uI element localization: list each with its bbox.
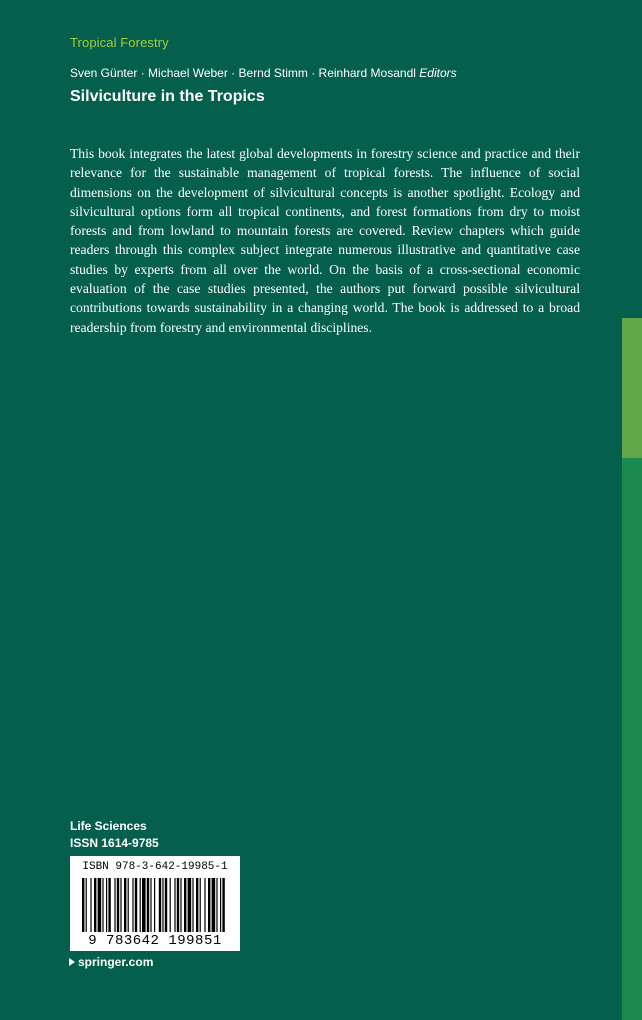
barcode-bar xyxy=(174,878,175,932)
barcode-bar xyxy=(220,878,221,932)
book-title: Silviculture in the Tropics xyxy=(70,88,265,105)
barcode-bar xyxy=(106,878,107,932)
barcode-bar xyxy=(98,878,102,932)
barcode-bar xyxy=(82,878,84,932)
barcode-bar xyxy=(170,878,171,932)
barcode-bar xyxy=(124,878,126,932)
barcode-bar xyxy=(212,878,216,932)
barcode-bar xyxy=(114,878,115,932)
barcode-bar xyxy=(86,878,87,932)
barcode-bar xyxy=(208,878,210,932)
barcode-bar xyxy=(94,878,96,932)
barcode-bar xyxy=(159,878,161,932)
barcode-bar xyxy=(90,878,91,932)
barcode-bar xyxy=(222,878,224,932)
barcode-bar xyxy=(150,878,151,932)
editor-names: Sven Günter · Michael Weber · Bernd Stimm · Reinhard Mosandl xyxy=(70,66,416,80)
barcode-bar xyxy=(142,878,146,932)
barcode-bar xyxy=(162,878,163,932)
series-name: Tropical Forestry xyxy=(70,35,169,50)
arrow-right-icon xyxy=(69,958,75,966)
barcode-bar xyxy=(147,878,149,932)
publisher-url[interactable]: springer.com xyxy=(78,955,154,969)
barcode-bar xyxy=(184,878,186,932)
book-description: This book integrates the latest global developments in forestry science and practice and their relevance for the sustainable management of tropical forests. The influence of social dimensions on the development of silvicultural concepts is another spotlight. Ecology and silvicultural options form all tropical continents, and forest formations from dry to moist forests and from lowland to mountain forests are covered. Review chapters which guide readers through this complex subject integrate numerous illustrative and quantitative case studies by experts from all over the world. On the basis of a cross-sectional economic evaluation of the case studies presented, the authors put forward possible silvicultural contributions towards sustainability in a changing world. The book is addressed to a broad readership from forestry and environmental disciplines. xyxy=(70,146,580,335)
barcode-bar xyxy=(132,878,133,932)
barcode-bar xyxy=(154,878,155,932)
publisher-link[interactable] xyxy=(69,955,153,969)
barcode-bar xyxy=(204,878,205,932)
barcode-bar xyxy=(128,878,129,932)
editors-role: Editors xyxy=(419,66,457,80)
barcode-bar xyxy=(188,878,192,932)
barcode-bar xyxy=(102,878,103,932)
spine-stripe-dark xyxy=(622,458,642,1020)
barcode-bar xyxy=(108,878,110,932)
barcode-bar xyxy=(140,878,141,932)
isbn-label: ISBN 978-3-642-19985-1 xyxy=(82,861,228,873)
ean-digits: 9 783642 199851 xyxy=(88,933,222,949)
barcode-bar xyxy=(165,878,167,932)
subject-category: Life Sciences xyxy=(70,819,147,833)
spine-stripe-light xyxy=(622,318,642,458)
issn-number: ISSN 1614-9785 xyxy=(70,836,159,850)
barcode-bar xyxy=(120,878,121,932)
barcode-bar xyxy=(180,878,181,932)
barcode-bar xyxy=(117,878,119,932)
barcode-bar xyxy=(216,878,217,932)
barcode-bar xyxy=(135,878,137,932)
barcode-bar xyxy=(192,878,193,932)
barcode xyxy=(70,856,240,951)
barcode-bar xyxy=(177,878,179,932)
barcode-bar xyxy=(200,878,201,932)
barcode-bar xyxy=(196,878,198,932)
editors-line xyxy=(70,66,457,80)
